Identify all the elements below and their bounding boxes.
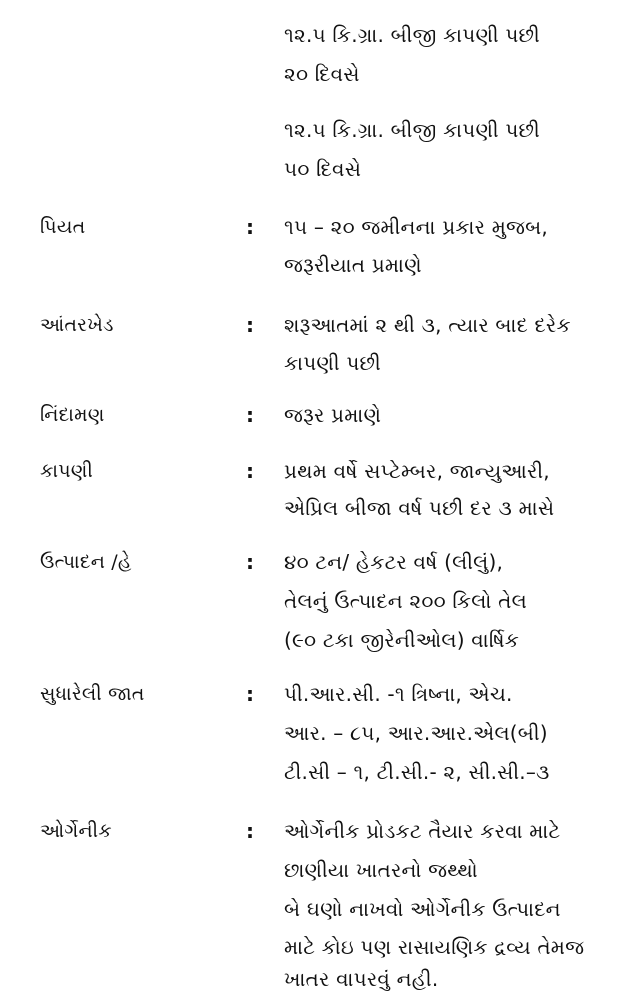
row-value-line: ૪૦ ટન/ હેકટર વર્ષ (લીલું), [284, 550, 504, 574]
row-value-line: એપ્રિલ બીજા વર્ષ પછી દર ૩ માસે [284, 496, 555, 520]
colon: : [246, 819, 255, 843]
row-value-line: ૧૫ – ૨૦ જમીનના પ્રકાર મુજબ, [284, 215, 548, 239]
row-value-line: પી.આર.સી. -૧ ત્રિષ્ના, એચ. [284, 682, 513, 706]
row-value-line: માટે કોઇ પણ રાસાયણિક દ્રવ્ય તેમજ [284, 935, 585, 959]
row-label-harvesting: કાપણી [40, 460, 94, 482]
row-value-line: (૯૦ ટકા જીરેનીઓલ) વાર્ષિક [284, 628, 520, 652]
row-label-organic: ઓર્ગેનીક [40, 820, 112, 842]
row-value-line: ખાતર વાપરવું નહી. [284, 967, 439, 991]
row-value-line: કાપણી પછી [284, 351, 381, 375]
continuation-line: ૧૨.૫ કિ.ગ્રા. બીજી કાપણી પછી [284, 23, 540, 47]
colon: : [246, 550, 255, 574]
colon: : [246, 459, 255, 483]
row-label-interculture: આંતરખેડ [40, 314, 114, 336]
row-label-irrigation: પિયત [40, 216, 86, 238]
row-value-line: જરૂર પ્રમાણે [284, 403, 382, 427]
continuation-line: ૧૨.૫ કિ.ગ્રા. બીજી કાપણી પછી [284, 118, 540, 142]
row-value-line: શરૂઆતમાં ૨ થી ૩, ત્યાર બાદ દરેક [284, 313, 571, 337]
row-value-line: ટી.સી – ૧, ટી.સી.- ૨, સી.સી.–૩ [284, 760, 550, 784]
row-value-line: છાણીયા ખાતરનો જથ્થો [284, 858, 478, 882]
row-value-line: આર. – ૮૫, આર.આર.એલ(બી) [284, 721, 548, 745]
row-label-yield: ઉત્પાદન /હે [40, 551, 132, 573]
row-label-weeding: નિંદામણ [40, 404, 105, 426]
row-value-line: ઓર્ગેનીક પ્રોડકટ તૈયાર કરવા માટે [284, 819, 561, 843]
colon: : [246, 682, 255, 706]
row-label-improved-variety: સુધારેલી જાત [40, 683, 145, 705]
row-value-line: તેલનું ઉત્પાદન ૨૦૦ કિલો તેલ [284, 589, 527, 613]
row-value-line: જરૂરીયાત પ્રમાણે [284, 253, 422, 277]
continuation-line: ૫૦ દિવસે [284, 157, 362, 181]
colon: : [246, 403, 255, 427]
colon: : [246, 313, 255, 337]
colon: : [246, 215, 255, 239]
continuation-line: ૨૦ દિવસે [284, 62, 360, 86]
row-value-line: બે ઘણો નાખવો ઓર્ગેનીક ઉત્પાદન [284, 897, 561, 921]
row-value-line: પ્રથમ વર્ષે સપ્ટેમ્બર, જાન્યુઆરી, [284, 459, 550, 483]
